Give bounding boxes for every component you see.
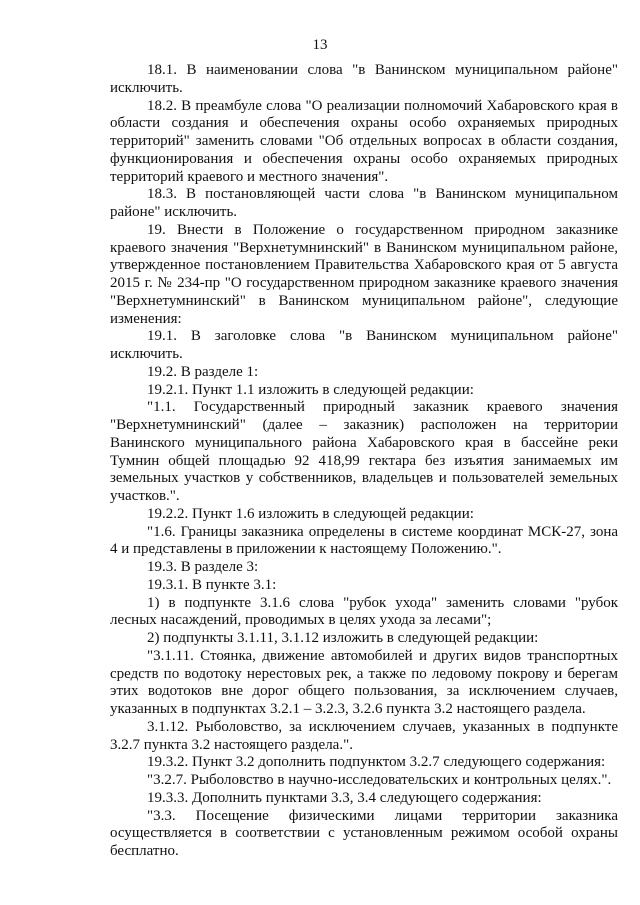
paragraph-quote-1-6: "1.6. Границы заказника определены в системе координат МСК-27, зона 4 и представлены в приложении к настоящему Положению.".: [110, 523, 618, 558]
paragraph-quote-3-3: "3.3. Посещение физическими лицами территории заказника осуществляется в соответствии с установленным режимом особой охраны бесплатно.: [110, 807, 618, 859]
page-number: 13: [312, 37, 328, 53]
paragraph-quote-1-1: "1.1. Государственный природный заказник краевого значения "Верхнетумнинский" (далее – заказник) расположен на территории Ванинского муниципального района Хабаровского края в бассейне реки Тумнин общей площадью 92 418,99 гектара без изъятия занимаемых им земельных участков у собственников, владельцев и пользователей земельных участков.".: [110, 399, 618, 504]
document-body: [110, 62, 618, 861]
paragraph-18-1: 18.1. В наименовании слова "в Ванинском муниципальном районе" исключить.: [110, 62, 618, 96]
paragraph-19-2-1: 19.2.1. Пункт 1.1 изложить в следующей редакции:: [147, 381, 474, 398]
paragraph-19-1: 19.1. В заголовке слова "в Ванинском муниципальном районе" исключить.: [110, 328, 618, 362]
paragraph-19-2: 19.2. В разделе 1:: [147, 363, 259, 380]
paragraph-18-2: 18.2. В преамбуле слова "О реализации полномочий Хабаровского края в области создания и обеспечения охраны особо охраняемых природных территорий" заменить словами "Об отдельных вопросах в области создания, функционирования и обеспечения охраны особо охраняемых природных территорий краевого и местного значения".: [110, 97, 618, 185]
paragraph-item-2: 2) подпункты 3.1.11, 3.1.12 изложить в следующей редакции:: [147, 630, 539, 646]
paragraph-quote-3-1-11: "3.1.11. Стоянка, движение автомобилей и других видов транспортных средств по водотоку нерестовых рек, а также по ледовому покрову и берегам этих водотоков вне дорог общего пользования, за исключением случаев, указанных в подпунктах 3.2.1 – 3.2.3, 3.2.6 пункта 3.2 настоящего раздела.: [110, 647, 618, 717]
paragraph-19-2-2: 19.2.2. Пункт 1.6 изложить в следующей редакции:: [147, 505, 474, 522]
paragraph-18-3: 18.3. В постановляющей части слова "в Ванинском муниципальном районе" исключить.: [110, 186, 618, 220]
paragraph-19-3-3: 19.3.3. Дополнить пунктами 3.3, 3.4 следующего содержания:: [147, 789, 542, 806]
paragraph-quote-3-2-7: "3.2.7. Рыболовство в научно-исследовательских и контрольных целях.".: [147, 772, 612, 788]
paragraph-19-3-2: 19.3.2. Пункт 3.2 дополнить подпунктом 3.2.7 следующего содержания:: [147, 754, 606, 771]
paragraph-3-1-12: 3.1.12. Рыболовство, за исключением случаев, указанных в подпункте 3.2.7 пункта 3.2 настоящего раздела.".: [110, 718, 618, 753]
paragraph-19-3: 19.3. В разделе 3:: [147, 559, 259, 575]
paragraph-19: 19. Внести в Положение о государственном природном заказнике краевого значения "Верхнетумнинский" в Ванинском муниципальном районе, утвержденное постановлением Правительства Хабаровского края от 5 августа 2015 г. № 234-пр "О государственном природном заказнике краевого значения "Верхнетумнинский" в Ванинском муниципальном районе", следующие изменения:: [110, 221, 618, 327]
paragraph-item-1: 1) в подпункте 3.1.6 слова "рубок ухода" заменить словами "рубок лесных насаждений, проводимых в целях ухода за лесами";: [110, 594, 618, 629]
paragraph-19-3-1: 19.3.1. В пункте 3.1:: [147, 576, 277, 593]
